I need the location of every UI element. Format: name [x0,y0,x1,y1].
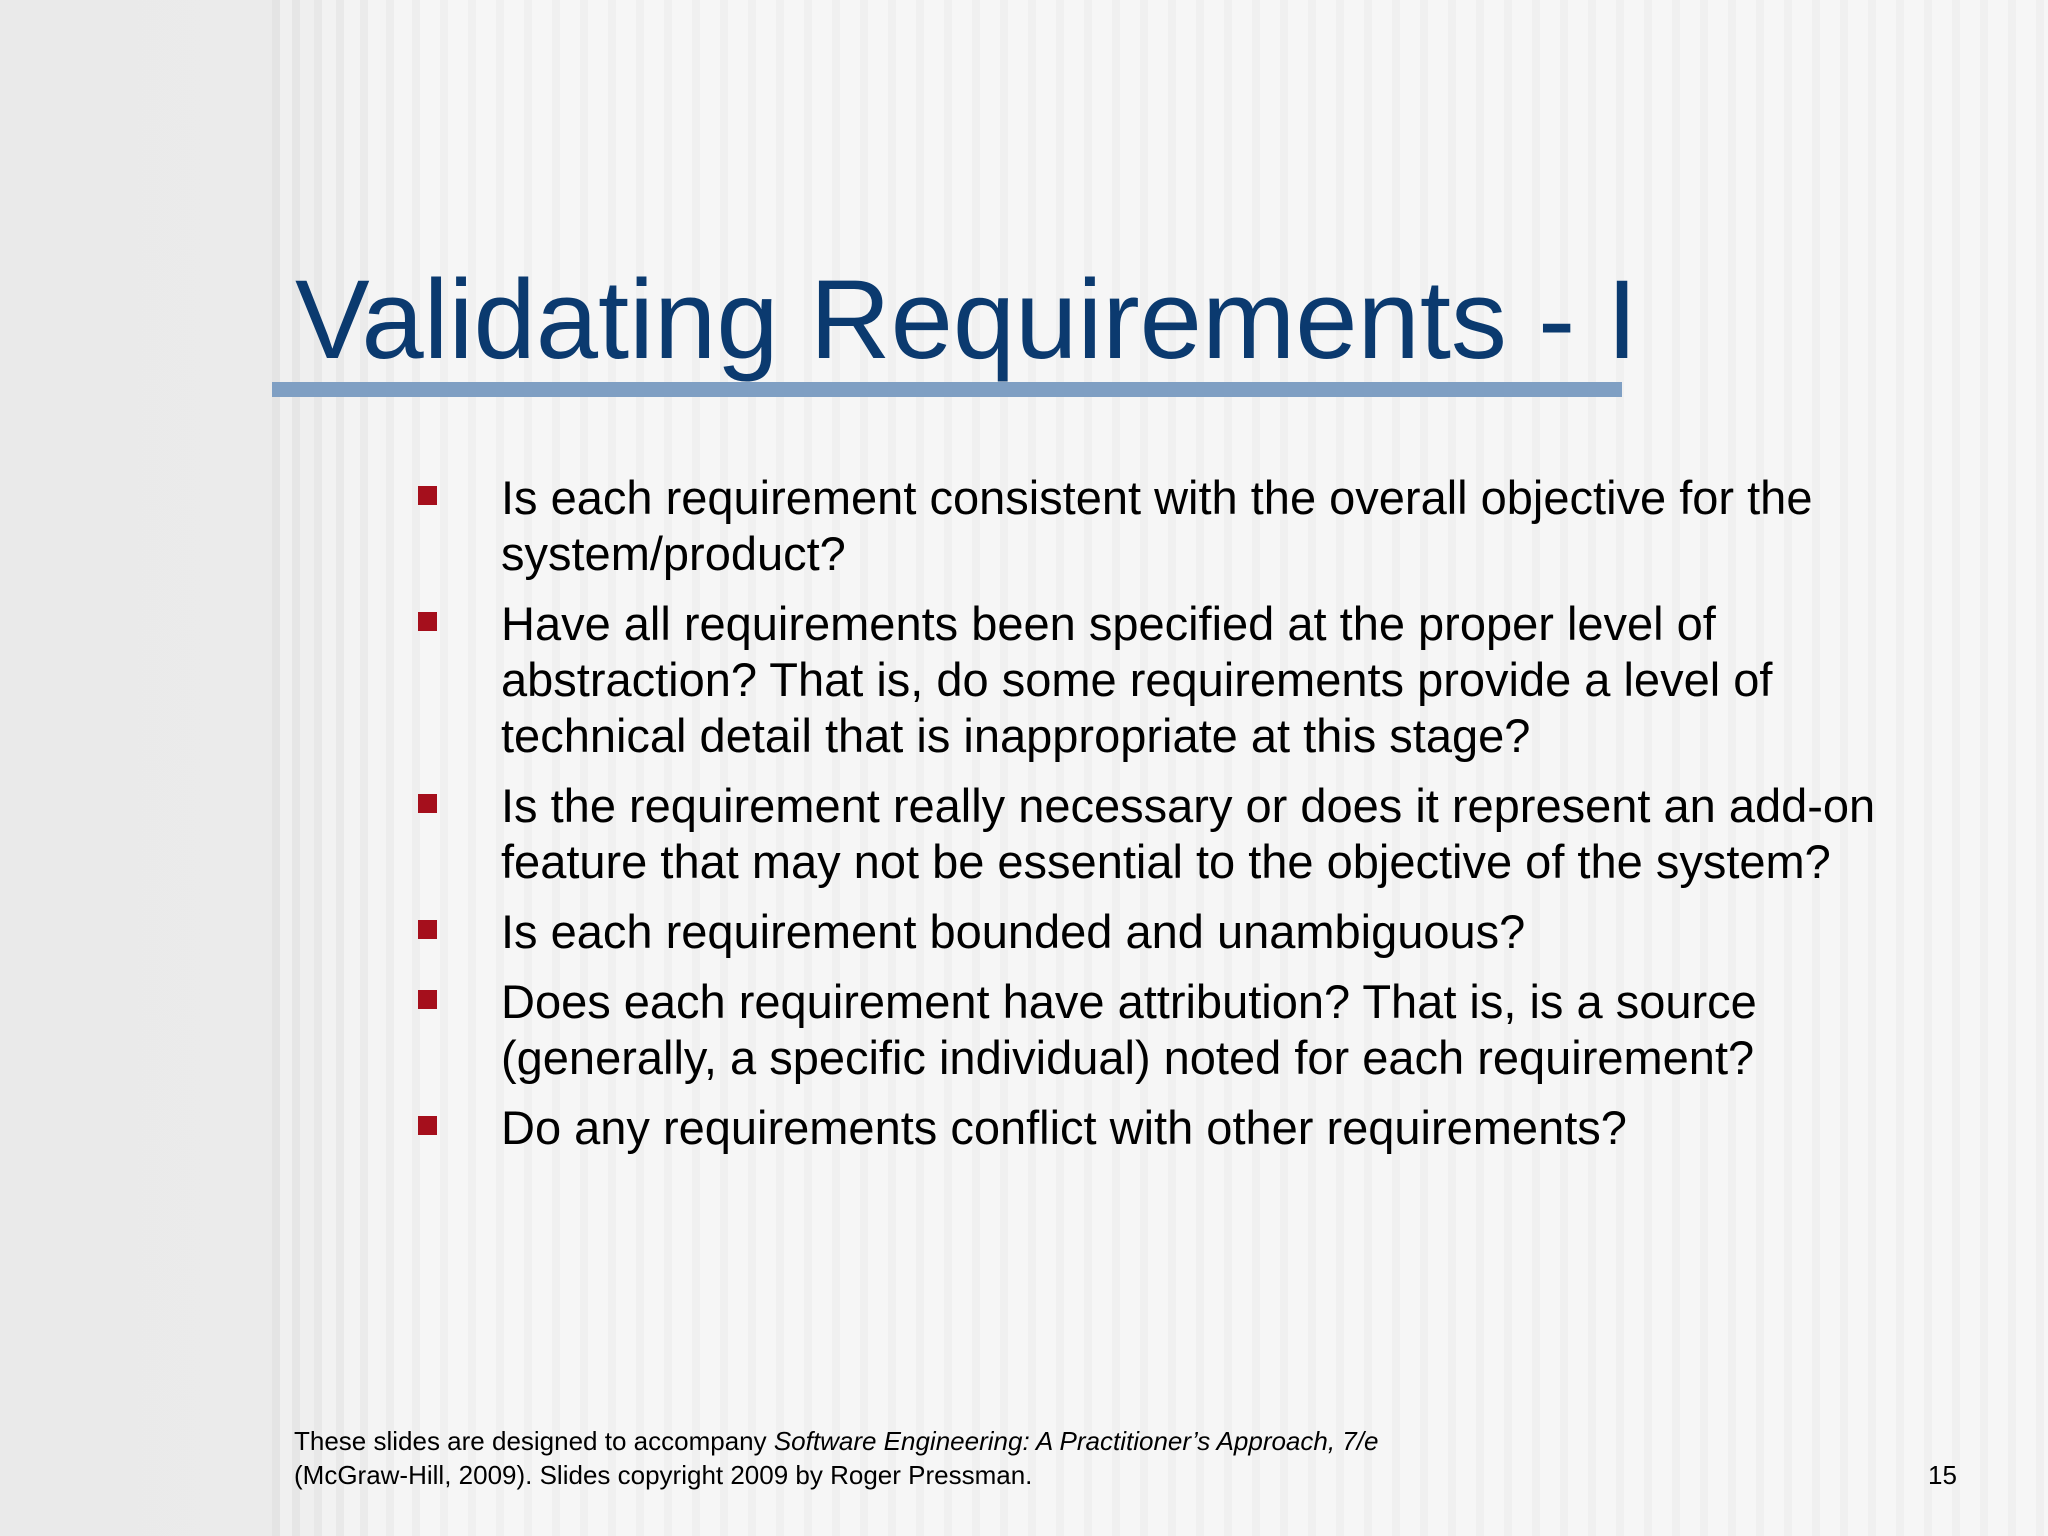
bullet-text: Have all requirements been specified at the proper level of abstraction? That is, do some requirements provide a level of technical detail that is inappropriate at this stage? [501,597,1773,762]
footer-line-2: (McGraw-Hill, 2009). Slides copyright 2009 by Roger Pressman. [294,1460,1033,1490]
bullet-item [410,974,1950,1086]
footer-line-1 [294,1424,1378,1458]
bullet-text: Is each requirement bounded and unambiguous? [501,905,1526,958]
bullet-text: Does each requirement have attribution? That is, is a source (generally, a specific individual) noted for each requirement? [501,975,1757,1084]
bullet-item [410,596,1950,764]
bullet-item [410,778,1950,890]
bullet-list [410,470,1950,1170]
page-number: 15 [1928,1460,1957,1490]
bullet-text: Do any requirements conflict with other requirements? [501,1101,1627,1154]
square-bullet-icon [418,612,437,631]
bullet-item [410,1100,1950,1156]
bullet-item [410,470,1950,582]
square-bullet-icon [418,990,437,1009]
bullet-text: Is each requirement consistent with the overall objective for the system/product? [501,471,1813,580]
square-bullet-icon [418,920,437,939]
footer-credit [294,1424,1378,1492]
slide-title: Validating Requirements - I [295,257,1638,382]
footer-book-title: Software Engineering: A Practitioner’s Approach, 7/e [773,1426,1379,1456]
square-bullet-icon [418,486,437,505]
square-bullet-icon [418,1116,437,1135]
bullet-item [410,904,1950,960]
footer-prefix: These slides are designed to accompany [294,1426,774,1456]
square-bullet-icon [418,794,437,813]
title-underline-bar [272,382,1622,397]
bullet-text: Is the requirement really necessary or does it represent an add-on feature that may not be essential to the objective of the system? [501,779,1876,888]
